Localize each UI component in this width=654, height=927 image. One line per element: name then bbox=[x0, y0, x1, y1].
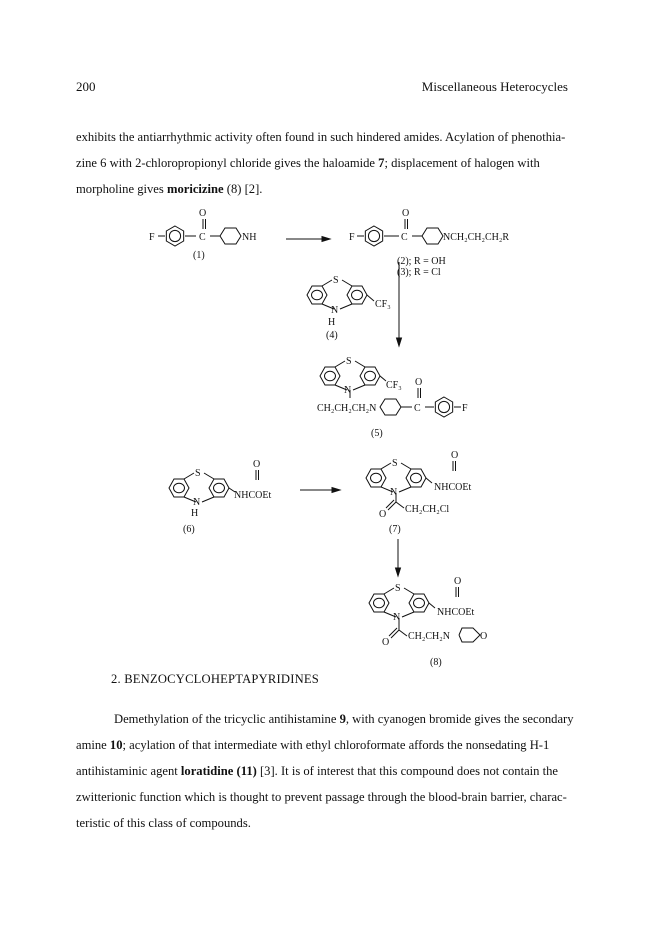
text-line bbox=[76, 758, 576, 784]
atom-N: N bbox=[193, 497, 201, 508]
text-span: amine bbox=[76, 738, 110, 752]
text-line: zwitterionic function which is thought to prevent passage through the blood-brain barrier, charac- bbox=[76, 790, 567, 804]
ring-O: O bbox=[480, 631, 488, 642]
text-span: zine 6 with 2-chloropropionyl chloride gives the haloamide bbox=[76, 156, 379, 170]
atom-F: F bbox=[462, 403, 468, 414]
text-span: ; displacement of halogen with bbox=[384, 156, 540, 170]
atom-N: N bbox=[344, 385, 352, 396]
amide-group: NHCOEt bbox=[234, 490, 272, 501]
section-heading: 2. BENZOCYCLOHEPTAPYRIDINES bbox=[111, 672, 319, 686]
side-chain: NCH₂CH₂CH₂R bbox=[443, 232, 510, 243]
compound-ref: 10 bbox=[109, 738, 123, 752]
amide-group: NHCOEt bbox=[437, 607, 475, 618]
compound-4 bbox=[307, 275, 391, 341]
side-chain: CH₂CH₂N bbox=[408, 631, 450, 642]
text-span: Demethylation of the tricyclic antihistamine bbox=[114, 712, 340, 726]
paragraph-section-2 bbox=[76, 706, 576, 836]
atom-H: H bbox=[191, 508, 199, 519]
atom-C: C bbox=[414, 403, 421, 414]
text-line: teristic of this class of compounds. bbox=[76, 816, 251, 830]
atom-C: C bbox=[401, 232, 408, 243]
atom-O: O bbox=[379, 509, 387, 520]
group-CF3: CF₃ bbox=[375, 299, 391, 310]
compound-label: (2); R = OH bbox=[397, 256, 446, 267]
text-span: ; acylation of that intermediate with ethyl chloroformate affords the nonsedating H-1 bbox=[122, 738, 550, 752]
group-CF3: CF₃ bbox=[386, 380, 402, 391]
atom-H: H bbox=[328, 317, 336, 328]
text-line bbox=[76, 706, 576, 732]
text-line bbox=[76, 732, 576, 758]
compound-label: (8) bbox=[430, 657, 442, 668]
atom-O: O bbox=[199, 208, 207, 219]
side-chain: CH₂CH₂Cl bbox=[405, 504, 450, 515]
drug-name: moricizine bbox=[166, 182, 224, 196]
compound-label: (4) bbox=[326, 330, 338, 341]
atom-S: S bbox=[195, 468, 201, 479]
drug-name: loratidine (11) bbox=[180, 764, 257, 778]
atom-F: F bbox=[149, 232, 155, 243]
atom-S: S bbox=[346, 356, 352, 367]
compound-label: (7) bbox=[389, 524, 401, 535]
running-head: Miscellaneous Heterocycles bbox=[421, 79, 568, 94]
atom-N: N bbox=[331, 305, 339, 316]
atom-O: O bbox=[402, 208, 410, 219]
compound-label: (6) bbox=[183, 524, 195, 535]
compound-6 bbox=[169, 459, 271, 535]
compound-ref: 7 bbox=[378, 156, 385, 170]
atom-O: O bbox=[253, 459, 261, 470]
compound-1 bbox=[149, 208, 256, 261]
text-span: morpholine gives bbox=[76, 182, 167, 196]
compound-label: (3); R = Cl bbox=[397, 267, 441, 278]
atom-O: O bbox=[451, 450, 459, 461]
amide-group: NHCOEt bbox=[434, 482, 472, 493]
page-number: 200 bbox=[76, 79, 96, 94]
arrowhead bbox=[397, 338, 402, 346]
atom-N: N bbox=[393, 612, 401, 623]
compound-2-3 bbox=[349, 208, 509, 278]
compound-7 bbox=[366, 450, 471, 535]
atom-S: S bbox=[392, 458, 398, 469]
side-chain: CH₂CH₂CH₂N bbox=[317, 403, 377, 414]
atom-C: C bbox=[199, 232, 206, 243]
text-span: (8) [2]. bbox=[223, 182, 263, 196]
arrowhead bbox=[322, 237, 330, 242]
text-span: [3]. It is of interest that this compound does not contain the bbox=[256, 764, 558, 778]
compound-ref: 9 bbox=[339, 712, 346, 726]
arrowhead bbox=[332, 488, 340, 493]
atom-O: O bbox=[454, 576, 462, 587]
text-span: , with cyanogen bromide gives the secondary bbox=[345, 712, 574, 726]
atom-F: F bbox=[349, 232, 355, 243]
compound-5 bbox=[317, 356, 468, 439]
compound-label: (1) bbox=[193, 250, 205, 261]
compound-8 bbox=[369, 576, 487, 668]
text-line: exhibits the antiarrhythmic activity often found in such hindered amides. Acylation of phenothia- bbox=[76, 130, 566, 144]
atom-S: S bbox=[333, 275, 339, 286]
compound-label: (5) bbox=[371, 428, 383, 439]
atom-O: O bbox=[415, 377, 423, 388]
atom-O: O bbox=[382, 637, 390, 648]
text-span: antihistaminic agent bbox=[76, 764, 181, 778]
atom-N: N bbox=[390, 487, 398, 498]
arrowhead bbox=[396, 568, 401, 576]
atom-NH: NH bbox=[242, 232, 257, 243]
atom-S: S bbox=[395, 583, 401, 594]
